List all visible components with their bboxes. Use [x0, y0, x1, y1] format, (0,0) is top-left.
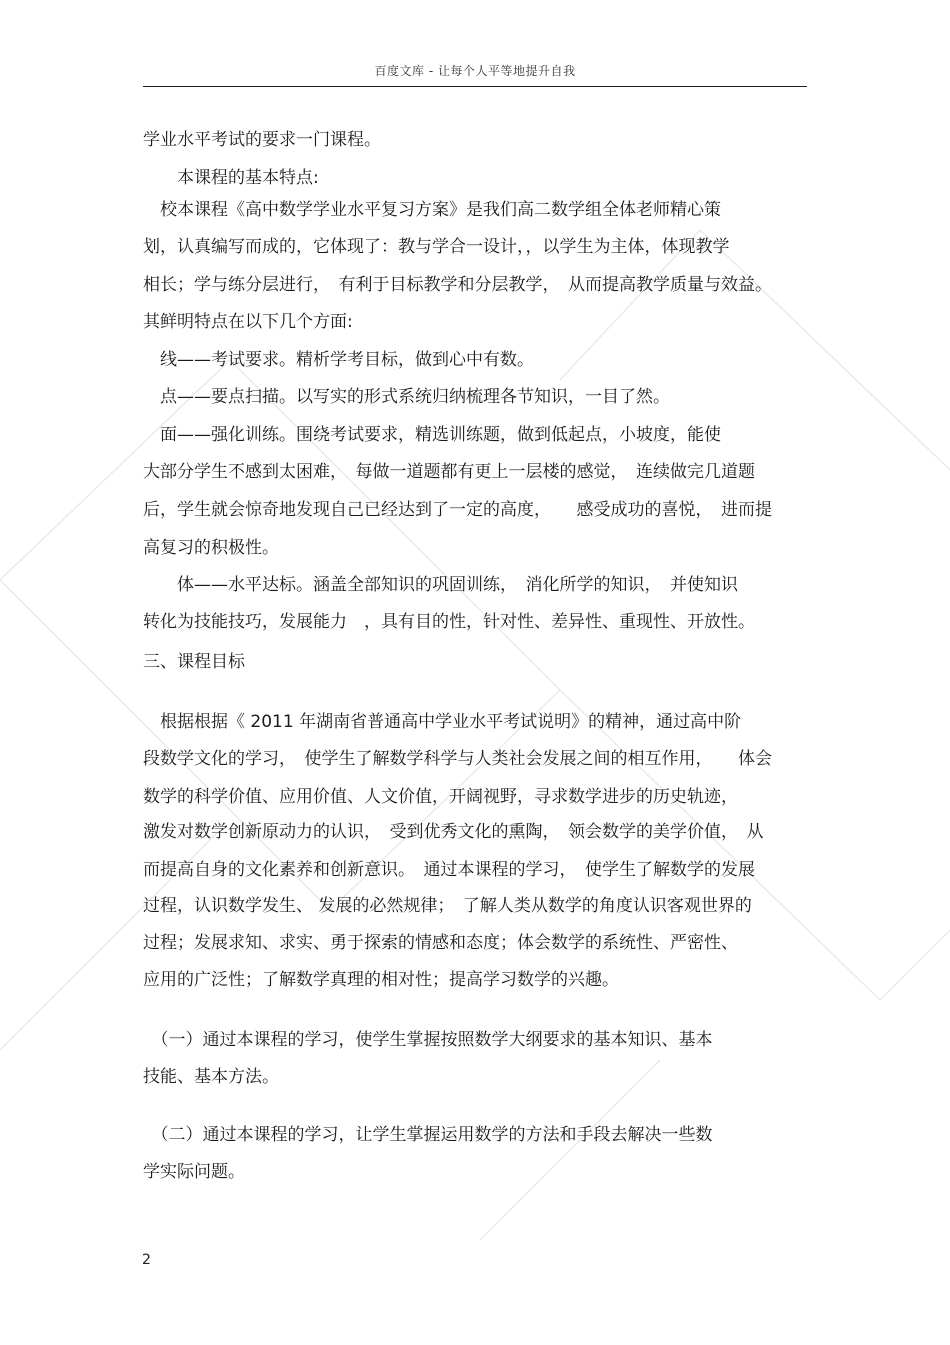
body-line: 而提高自身的文化素养和创新意识。 通过本课程的学习， 使学生了解数学的发展 [143, 860, 755, 880]
body-line: 划，认真编写而成的，它体现了：教与学合一设计，，以学生为主体，体现教学 [143, 237, 730, 257]
body-line: 其鲜明特点在以下几个方面: [143, 312, 353, 332]
body-line: 相长；学与练分层进行， 有利于目标教学和分层教学， 从而提高教学质量与效益。 [143, 275, 772, 295]
page-number: 2 [142, 1252, 151, 1268]
body-line: 高复习的积极性。 [143, 538, 279, 558]
body-line: 大部分学生不感到太困难， 每做一道题都有更上一层楼的感觉， 连续做完几道题 [143, 462, 755, 482]
body-line: 校本课程《高中数学学业水平复习方案》是我们高二数学组全体老师精心策 [143, 200, 721, 220]
list-item-point: 点——要点扫描。以写实的形式系统归纳梳理各节知识，一目了然。 [143, 387, 670, 407]
body-line: 转化为技能技巧，发展能力 ，具有目的性，针对性、差异性、重现性、开放性。 [143, 612, 755, 632]
body-line: 过程，认识数学发生、 发展的必然规律； 了解人类从数学的角度认识客观世界的 [143, 896, 752, 916]
list-item-surface: 面——强化训练。围绕考试要求，精选训练题，做到低起点，小坡度，能使 [143, 425, 721, 445]
list-item-line: 线——考试要求。精析学考目标，做到心中有数。 [143, 350, 534, 370]
header-divider [143, 86, 807, 87]
goal-item-1: （一）通过本课程的学习，使学生掌握按照数学大纲要求的基本知识、基本 [143, 1030, 713, 1050]
page-header: 百度文库 - 让每个人平等地提升自我 [374, 64, 576, 78]
body-line: 段数学文化的学习， 使学生了解数学科学与人类社会发展之间的相互作用， 体会 [143, 749, 772, 769]
body-line: 根据根据《 2011 年湖南省普通高中学业水平考试说明》的精神，通过高中阶 [143, 712, 742, 732]
body-line: 激发对数学创新原动力的认识， 受到优秀文化的熏陶， 领会数学的美学价值， 从 [143, 822, 764, 842]
body-line: 应用的广泛性；了解数学真理的相对性；提高学习数学的兴趣。 [143, 970, 619, 990]
section-heading: 三、课程目标 [143, 652, 245, 672]
goal-item-2: （二）通过本课程的学习，让学生掌握运用数学的方法和手段去解决一些数 [143, 1125, 713, 1145]
body-line: 学实际问题。 [143, 1162, 245, 1182]
section-heading: 本课程的基本特点: [143, 168, 319, 188]
body-line: 学业水平考试的要求一门课程。 [143, 130, 381, 150]
list-item-body: 体——水平达标。涵盖全部知识的巩固训练， 消化所学的知识， 并使知识 [143, 575, 738, 595]
body-line: 过程；发展求知、求实、勇于探索的情感和态度；体会数学的系统性、严密性、 [143, 933, 738, 953]
body-line: 数学的科学价值、应用价值、人文价值，开阔视野，寻求数学进步的历史轨迹， [143, 787, 738, 807]
body-line: 后，学生就会惊奇地发现自己已经达到了一定的高度， 感受成功的喜悦， 进而提 [143, 500, 772, 520]
body-line: 技能、基本方法。 [143, 1067, 279, 1087]
